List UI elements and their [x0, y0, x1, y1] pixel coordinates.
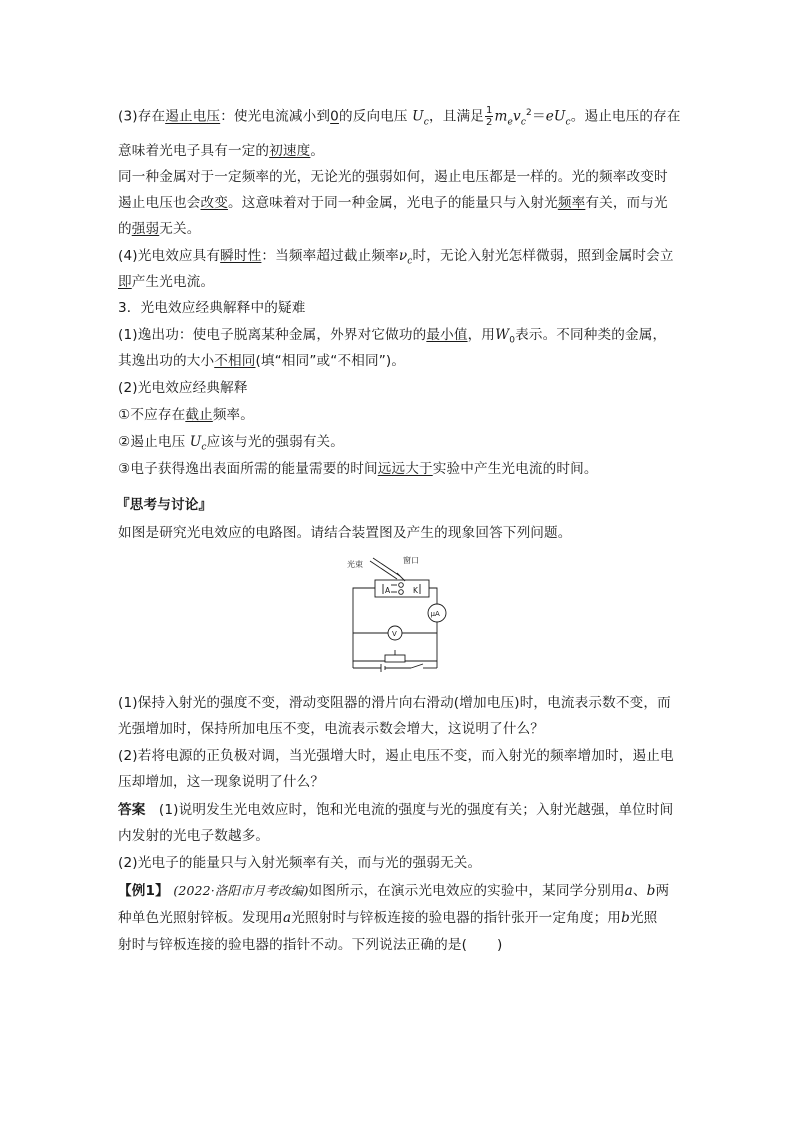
ammeter-label: μA: [430, 610, 440, 618]
example-1-line-1: 【例1】 (2022·洛阳市月考改编)如图所示，在演示光电效应的实验中，某同学分别用a、b两: [118, 883, 670, 899]
s3-line-2: 意味着光电子具有一定的初速度。: [118, 143, 325, 159]
sec3-p1-line-1: (1)逸出功：使电子脱离某种金属，外界对它做功的最小值，用$W_0$表示。不同种类的金属，: [118, 327, 667, 346]
example-1-line-2: 种单色光照射锌板。发现用a光照射时与锌板连接的验电器的指针张开一定角度；用b光照: [118, 910, 658, 926]
think-heading: 『思考与讨论』: [116, 497, 213, 513]
q1-line-2: 光强增加时，保持所加电压不变，电流表示数会增大，这说明了什么？: [118, 721, 545, 737]
q2-line-2: 压却增加，这一现象说明了什么？: [118, 774, 325, 790]
answer-label: 答案: [118, 802, 146, 818]
anode-label: A: [385, 586, 391, 595]
example-1-line-3: 射时与锌板连接的验电器的指针不动。下列说法正确的是( ): [118, 937, 503, 953]
voltmeter-label: V: [392, 630, 397, 638]
cathode-label: K: [413, 586, 418, 595]
q2-line-1: (2)若将电源的正负极对调，当光强增大时，遏止电压不变，而入射光的频率增加时，遏止电: [118, 748, 674, 764]
fraction-half: $\frac{1}{2}$: [485, 105, 493, 129]
sec3-item-2: ②遏止电压 $U_c$应该与光的强弱有关。: [118, 434, 345, 453]
example-source: (2022·洛阳市月考改编): [173, 883, 309, 898]
rheostat: [385, 655, 405, 662]
electron-2: [399, 590, 404, 595]
s3-line-3: 同一种金属对于一定频率的光，无论光的强弱如何，遏止电压都是一样的。光的频率改变时: [118, 169, 668, 185]
window-label: 窗口: [403, 556, 419, 565]
s4-line-2: 即产生光电流。: [118, 274, 215, 290]
q1-line-1: (1)保持入射光的强度不变，滑动变阻器的滑片向右滑动(增加电压)时，电流表示数不变，而: [118, 695, 671, 711]
electron-1: [399, 583, 404, 588]
light-beam-line-1: [370, 561, 397, 579]
think-intro: 如图是研究光电效应的电路图。请结合装置图及产生的现象回答下列问题。: [118, 525, 572, 541]
answer-line-3: (2)光电子的能量只与入射光频率有关，而与光的强弱无关。: [118, 855, 482, 871]
sec3-p1-line-2: 其逸出功的大小不相同(填“相同”或“不相同”)。: [118, 353, 406, 369]
s4-line-1: (4)光电效应具有瞬时性：当频率超过截止频率$\nu_c$时，无论入射光怎样微弱，照到金属时会立: [118, 248, 674, 267]
section-3-title: 3．光电效应经典解释中的疑难: [118, 300, 306, 316]
answer-line-2: 内发射的光电子数越多。: [118, 828, 270, 844]
s3-line-4: 遏止电压也会改变。这意味着对于同一种金属，光电子的能量只与入射光频率有关，而与光: [118, 195, 668, 211]
switch-blade: [411, 664, 423, 668]
photoelectric-circuit-diagram: [345, 553, 455, 673]
example-tag: 【例1】: [118, 883, 169, 899]
s3-line-5: 的强弱无关。: [118, 221, 201, 237]
light-beam-label: 光束: [347, 560, 363, 569]
sec3-item-3: ③电子获得逸出表面所需的能量需要的时间远远大于实验中产生光电流的时间。: [118, 461, 598, 477]
answer-line-1: 答案 (1)说明发生光电效应时，饱和光电流的强度与光的强度有关；入射光越强，单位时间: [118, 802, 674, 818]
light-beam-line-2: [373, 558, 400, 576]
sec3-item-1: ①不应存在截止频率。: [118, 407, 255, 423]
sec3-p2: (2)光电效应经典解释: [118, 380, 248, 396]
wire-right-upper: [429, 588, 437, 604]
wire-left-upper: [353, 588, 375, 633]
s3-line-1: (3)存在遏止电压：使光电流减小到0的反向电压 $U_c$，且满足 $\frac{1}{2}$ $m_ev_c^2=eU_c$。遏止电压的存在: [118, 105, 681, 129]
